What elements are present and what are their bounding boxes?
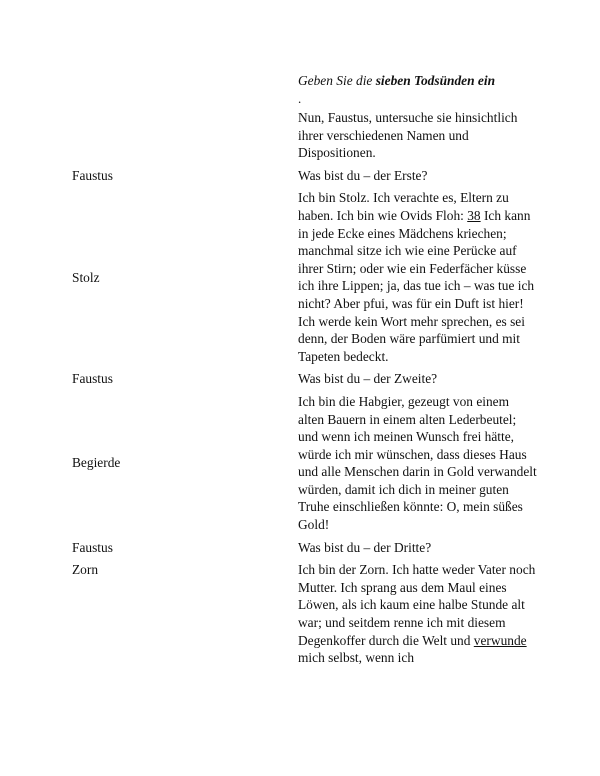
speaker-name: Faustus (72, 539, 113, 555)
dialogue-line: Was bist du – der Erste? (298, 167, 428, 183)
dialogue-line: Was bist du – der Zweite? (298, 371, 438, 387)
dialogue-row (72, 561, 538, 672)
underlined-word: verwunde (473, 632, 527, 648)
stage-direction (298, 73, 538, 89)
speaker-name: Stolz (72, 269, 100, 285)
dialogue-row (72, 370, 538, 393)
stage-direction-prefix: Geben Sie die (298, 73, 376, 88)
dialogue-table (72, 109, 538, 672)
dialogue-row (72, 539, 538, 562)
dialogue-row (72, 393, 538, 539)
dialogue-line (298, 561, 538, 672)
stage-direction-dot: . (298, 91, 302, 106)
speaker-name: Faustus (72, 167, 113, 183)
speaker-name: Zorn (72, 562, 99, 578)
dialogue-text: Ich bin der Zorn. Ich hatte weder Vater noch Mutter. Ich sprang aus dem Maul eines Löwen, als ich kaum eine halbe Stunde alt war; und seitdem renne ich mit diesem Degenkoffer durch die Welt und (298, 562, 536, 648)
dialogue-text: Ich bin Stolz. Ich verachte es, Eltern zu haben. Ich bin wie Ovids Floh: (298, 190, 509, 223)
dialogue-row (72, 167, 538, 190)
dialogue-line: Nun, Faustus, untersuche sie hinsichtlich ihrer verschiedenen Namen und Dispositionen. (298, 110, 518, 161)
dialogue-text: mich selbst, wenn ich (298, 650, 415, 666)
dialogue-line: Ich bin die Habgier, gezeugt von einem alten Bauern in einem alten Lederbeutel; und wenn ich meinen Wunsch frei hätte, würde ich mir wünschen, dass dieses Haus und alle Menschen darin in Gold verwandelt würden, damit ich dich in meiner guten Truhe einschließen könnte: O, mein süßes Gold! (298, 393, 537, 533)
dialogue-text: Ich kann in jede Ecke eines Mädchens kriechen; manchmal sitze ich wie eine Perücke auf ihrer Stirn; oder wie ein Federfächer küsse ich ihre Lippen; ja, das tue ich – was tue ich nicht? Aber pfui, was für ein Duft ist hier! Ich werde kein Wort mehr sprechen, es sei denn, der Boden wäre parfümiert und mit Tapeten bedeckt. (298, 207, 535, 364)
stage-direction-bold: sieben Todsünden ein (375, 73, 496, 88)
footnote-link[interactable]: 38 (467, 207, 481, 223)
speaker-name (72, 109, 298, 167)
speaker-name: Begierde (72, 455, 121, 471)
dialogue-row (72, 189, 538, 370)
dialogue-row (72, 109, 538, 167)
dialogue-line: Was bist du – der Dritte? (298, 539, 432, 555)
dialogue-line (298, 189, 538, 370)
speaker-name: Faustus (72, 371, 113, 387)
